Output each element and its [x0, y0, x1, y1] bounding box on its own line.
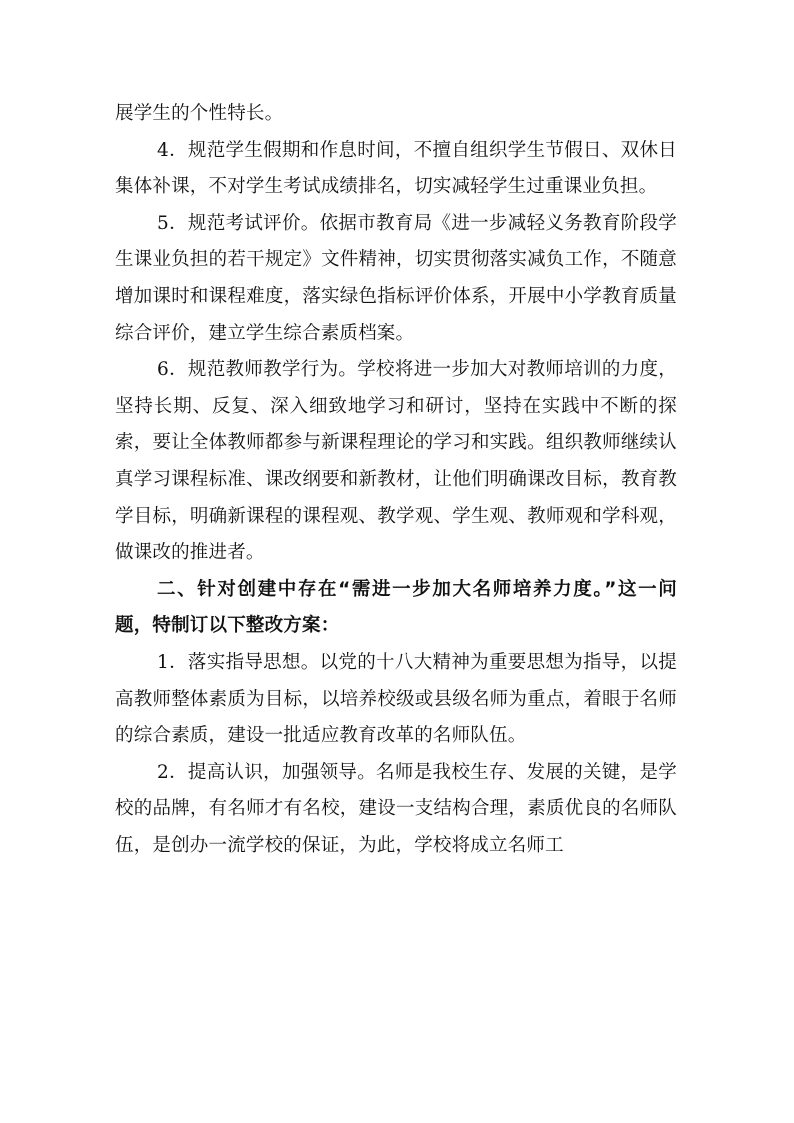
document-body: [115, 96, 677, 864]
paragraph-item-4: 4．规范学生假期和作息时间，不擅自组织学生节假日、双休日集体补课，不对学生考试成绩排名，切实减轻学生过重课业负担。: [115, 139, 677, 198]
paragraph-continuation: 展学生的个性特长。: [115, 103, 284, 124]
paragraph-item-6: 6．规范教师教学行为。学校将进一步加大对教师培训的力度，坚持长期、反复、深入细致地学习和研讨，坚持在实践中不断的探索，要让全体教师都参与新课程理论的学习和实践。组织教师继续认真学习课程标准、课改纲要和新教材，让他们明确课改目标，教育教学目标，明确新课程的课程观、教学观、学生观、教师观和学科观，做课改的推进者。: [115, 359, 677, 564]
section-heading-2: 二、针对创建中存在“需进一步加大名师培养力度。”这一问题，特制订以下整改方案：: [115, 578, 677, 637]
paragraph-item-1: 1．落实指导思想。以党的十八大精神为重要思想为指导，以提高教师整体素质为目标，以培养校级或县级名师为重点，着眼于名师的综合素质，建设一批适应教育改革的名师队伍。: [115, 651, 677, 747]
paragraph-item-5: 5．规范考试评价。依据市教育局《进一步减轻义务教育阶段学生课业负担的若干规定》文件精神，切实贯彻落实减负工作，不随意增加课时和课程难度，落实绿色指标评价体系，开展中小学教育质量综合评价，建立学生综合素质档案。: [115, 212, 677, 344]
paragraph-item-2: 2．提高认识，加强领导。名师是我校生存、发展的关键，是学校的品牌，有名师才有名校，建设一支结构合理，素质优良的名师队伍，是创办一流学校的保证，为此，学校将成立名师工: [115, 761, 677, 856]
